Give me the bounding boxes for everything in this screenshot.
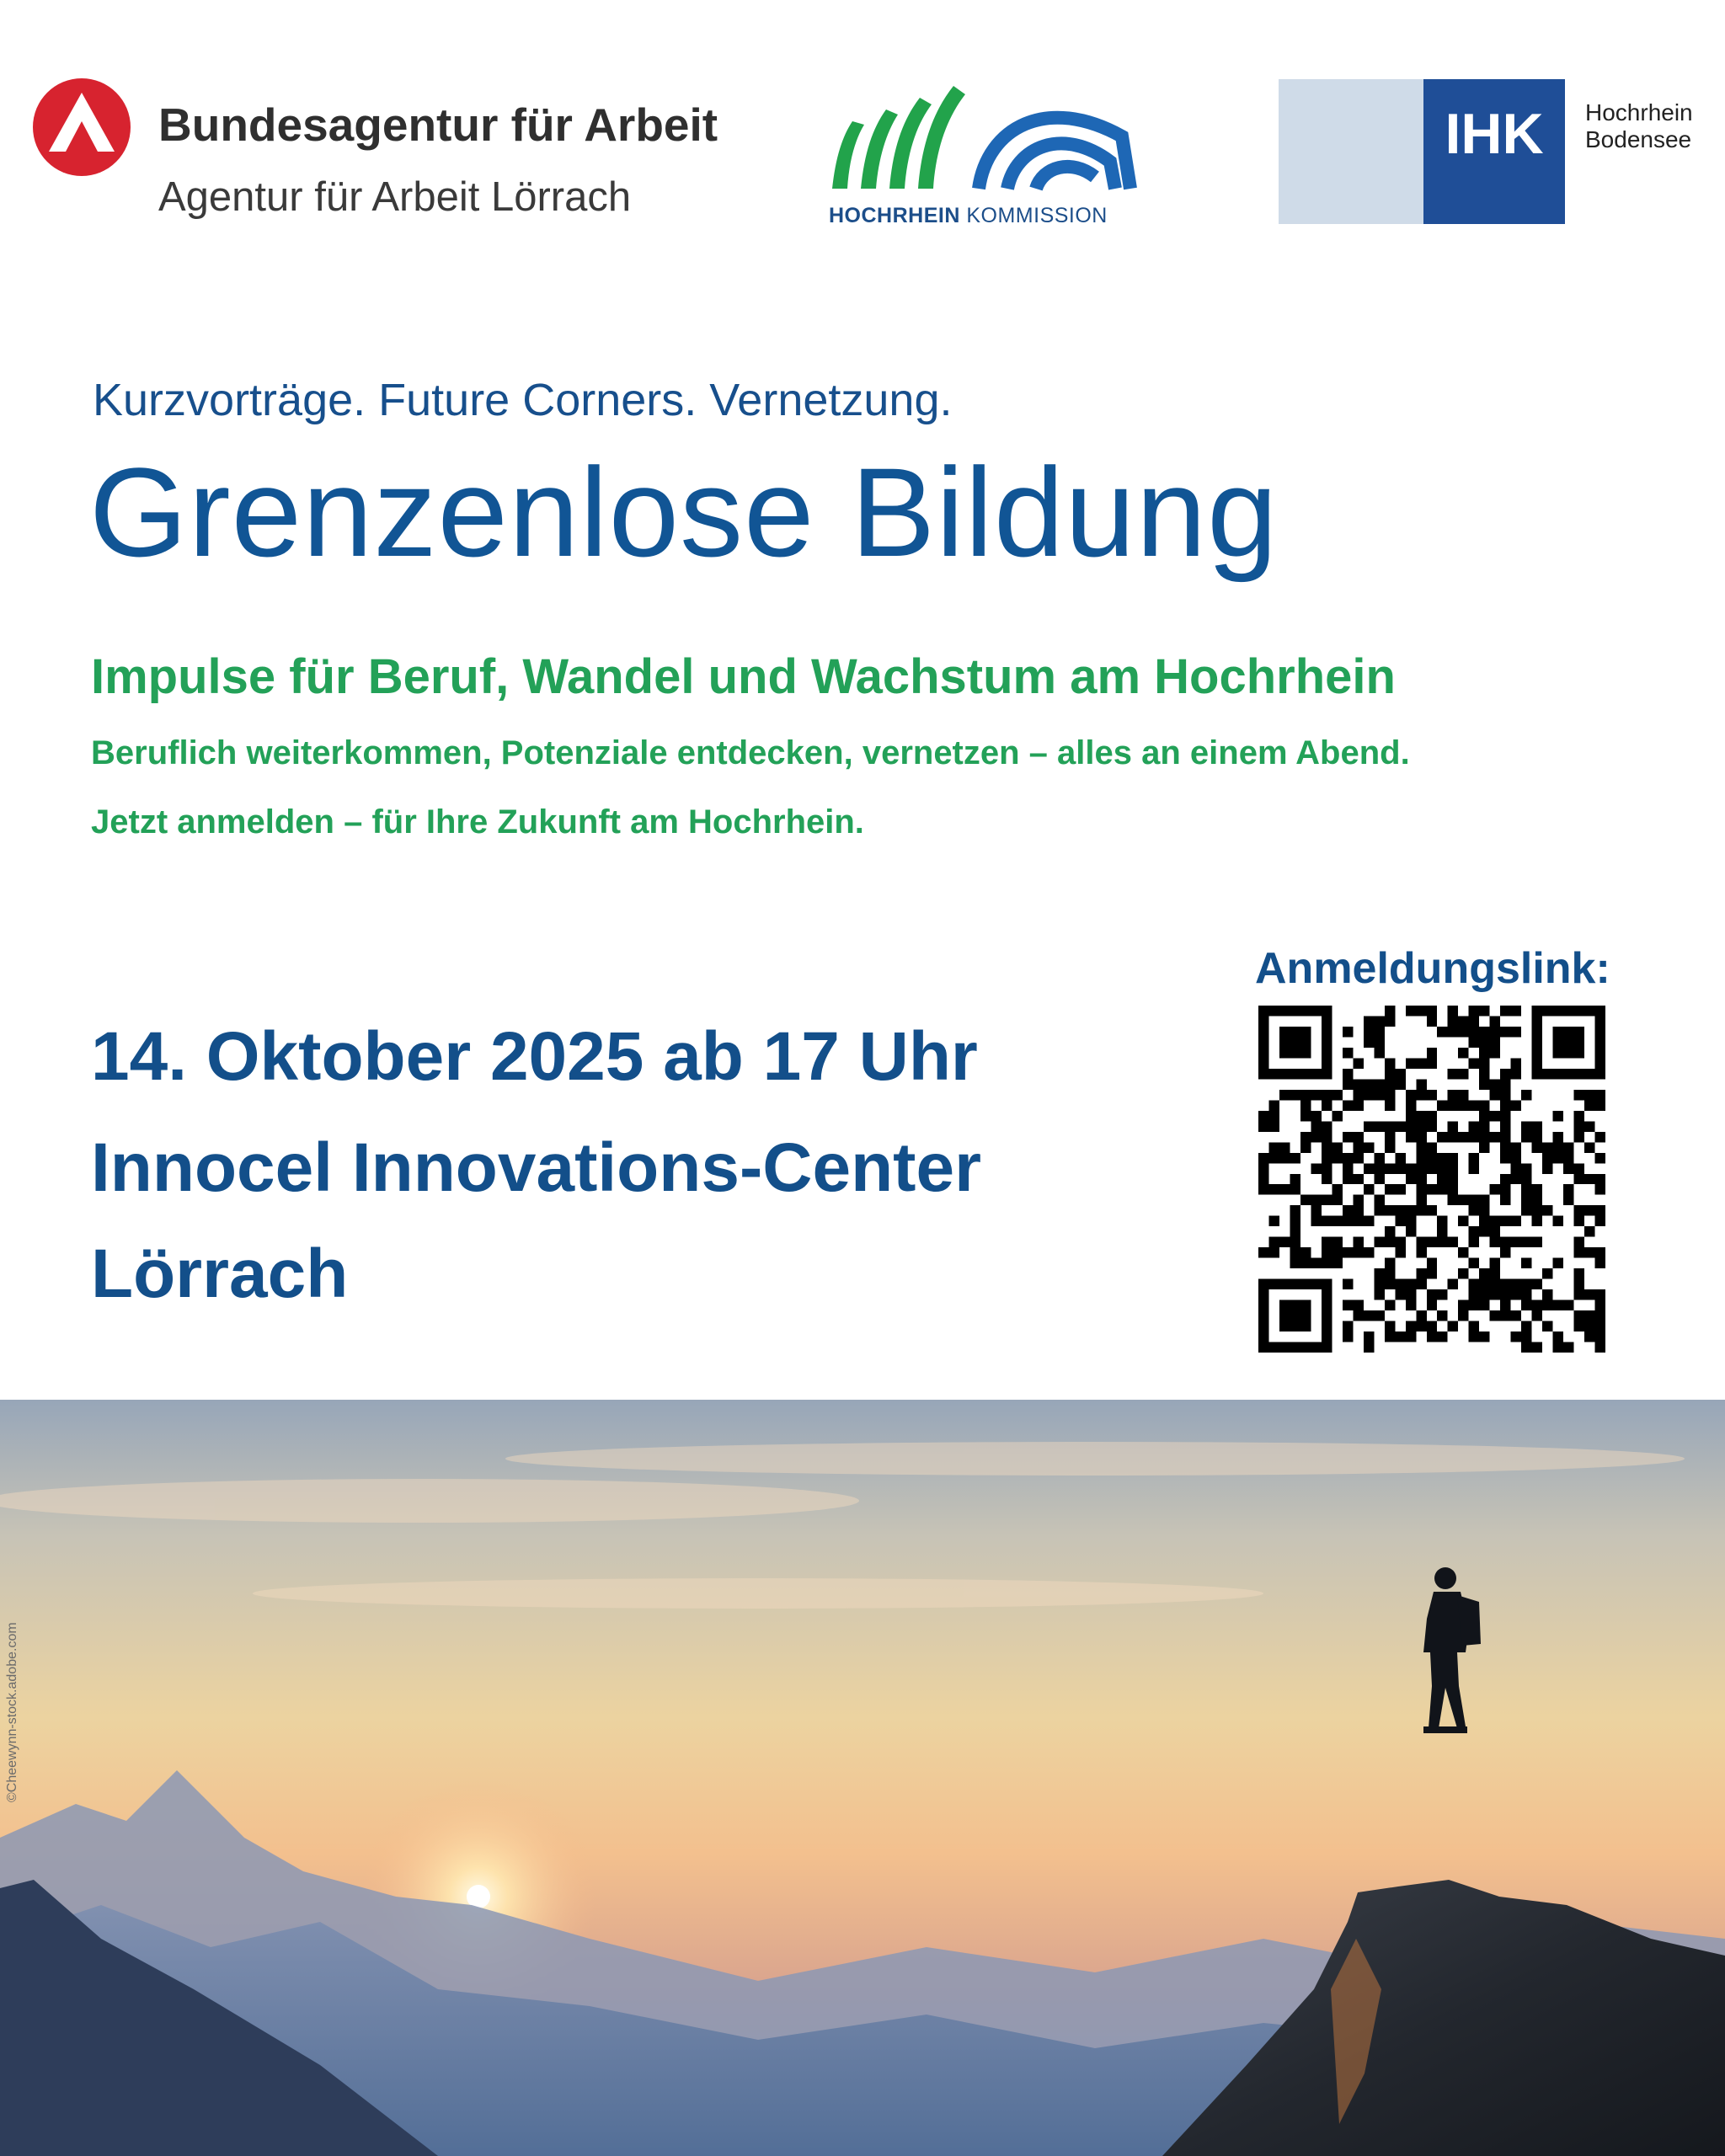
bundesagentur-logo-icon	[32, 77, 131, 177]
tagline-1: Beruflich weiterkommen, Potenziale entdecken, vernetzen – alles an einem Abend.	[91, 734, 1410, 771]
tagline-2: Jetzt anmelden – für Ihre Zukunft am Hochrhein.	[91, 803, 864, 841]
ihk-region-label: Hochrhein Bodensee	[1585, 99, 1693, 152]
hochrhein-kommission-wordmark: HOCHRHEIN KOMMISSION	[829, 204, 1108, 227]
ba-subtitle: Agentur für Arbeit Lörrach	[158, 174, 632, 220]
ihk-letters: IHK	[1445, 102, 1544, 166]
photo-credit: ©Cheewynn-stock.adobe.com	[5, 1622, 19, 1802]
event-venue: Innocel Innovations-Center	[91, 1129, 981, 1206]
hochrhein-kommission-logo-icon	[827, 77, 1139, 205]
event-date: 14. Oktober 2025 ab 17 Uhr	[91, 1018, 978, 1095]
ba-name: Bundesagentur für Arbeit	[158, 99, 718, 151]
qr-code-icon[interactable]	[1258, 1006, 1605, 1353]
event-city: Lörrach	[91, 1235, 349, 1312]
subtitle: Impulse für Beruf, Wandel und Wachstum am Hochrhein	[91, 649, 1396, 704]
page-title: Grenzenlose Bildung	[89, 441, 1279, 583]
registration-label: Anmeldungslink:	[1255, 944, 1610, 993]
kicker-text: Kurzvorträge. Future Corners. Vernetzung.	[93, 375, 953, 425]
mountain-sunrise-photo	[0, 1400, 1725, 2156]
